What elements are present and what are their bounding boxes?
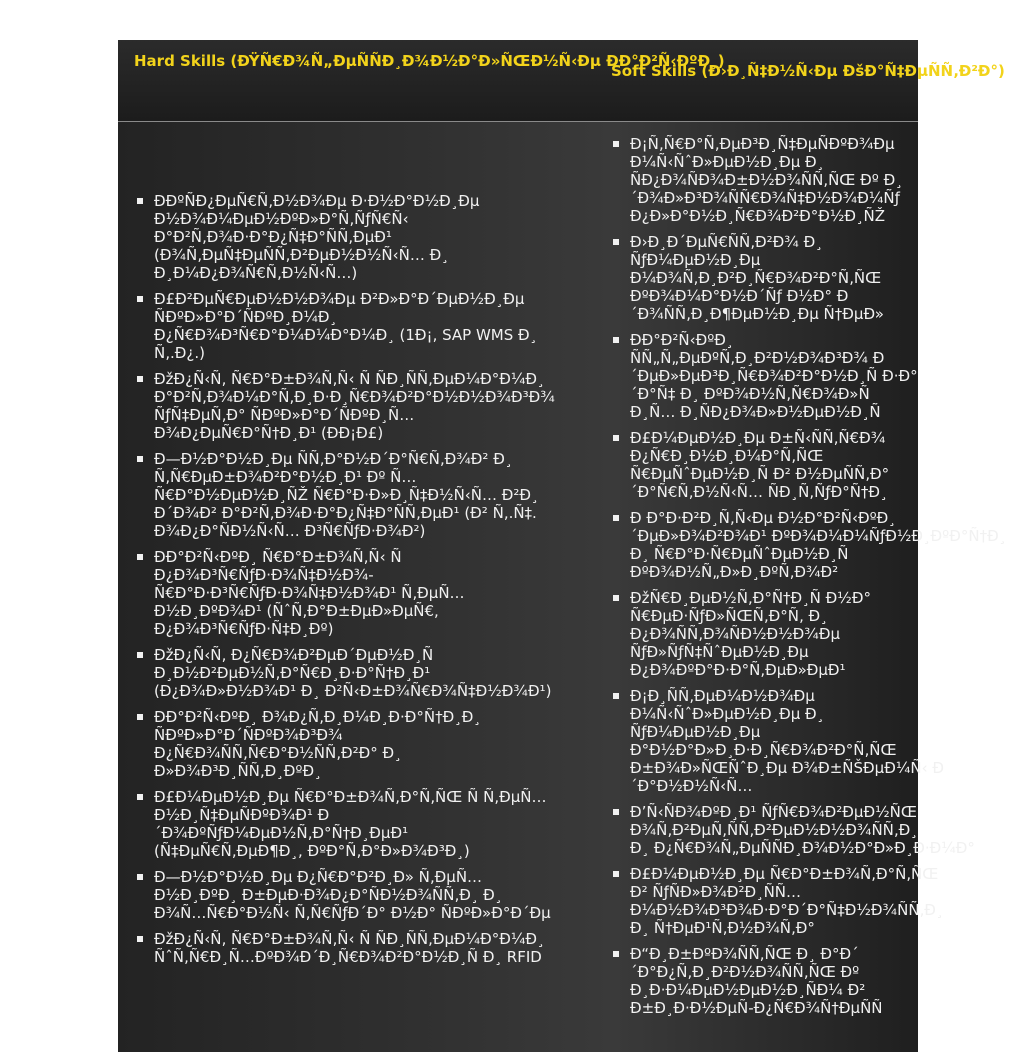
hard-skills-list bbox=[136, 192, 596, 974]
list-item: ÐžÐ¿Ñ‹Ñ‚ Ð¿Ñ€Ð¾Ð²ÐµÐ´ÐµÐ½Ð¸Ñ Ð¸Ð½Ð²ÐµÐ½Ñ‚Ð°Ñ€Ð¸Ð·Ð°Ñ†Ð¸Ð¹ (Ð¿Ð¾Ð»Ð½Ð¾Ð¹ Ð¸ Ð²Ñ‹Ð±Ð¾Ñ€Ð¾Ñ‡Ð½Ð¾Ð¹) bbox=[136, 646, 596, 700]
table-header bbox=[118, 40, 1005, 122]
soft-skills-list bbox=[612, 135, 1007, 1025]
list-item: ÐžÐ¿Ñ‹Ñ‚ Ñ€Ð°Ð±Ð¾Ñ‚Ñ‹ Ñ ÑÐ¸ÑÑ‚ÐµÐ¼Ð°Ð¼Ð¸ Ð°Ð²Ñ‚Ð¾Ð¼Ð°Ñ‚Ð¸Ð·Ð¸Ñ€Ð¾Ð²Ð°Ð½Ð½Ð¾Ð³Ð¾ ÑƒÑ‡ÐµÑ‚Ð° ÑÐºÐ»Ð°Ð´ÑÐºÐ¸Ñ… Ð¾Ð¿ÐµÑ€Ð°Ñ†Ð¸Ð¹ (ÐÐ¡Ð£) bbox=[136, 370, 596, 442]
list-item: ÐÐ°Ð²Ñ‹ÐºÐ¸ Ñ€Ð°Ð±Ð¾Ñ‚Ñ‹ Ñ Ð¿Ð¾Ð³Ñ€ÑƒÐ·Ð¾Ñ‡Ð½Ð¾- Ñ€Ð°Ð·Ð³Ñ€ÑƒÐ·Ð¾Ñ‡Ð½Ð¾Ð¹ Ñ‚ÐµÑ… Ð½Ð¸ÐºÐ¾Ð¹ (ÑˆÑ‚Ð°Ð±ÐµÐ»ÐµÑ€, Ð¿Ð¾Ð³Ñ€ÑƒÐ·Ñ‡Ð¸Ðº) bbox=[136, 548, 596, 638]
list-item: Ð£Ð¼ÐµÐ½Ð¸Ðµ Ð±Ñ‹ÑÑ‚Ñ€Ð¾ Ð¿Ñ€Ð¸Ð½Ð¸Ð¼Ð°Ñ‚ÑŒ Ñ€ÐµÑˆÐµÐ½Ð¸Ñ Ð² Ð½ÐµÑÑ‚Ð° ´Ð°Ñ€Ñ‚Ð½Ñ‹Ñ… ÑÐ¸Ñ‚ÑƒÐ°Ñ†Ð¸ bbox=[612, 429, 942, 501]
list-item: Ð Ð°Ð·Ð²Ð¸Ñ‚Ñ‹Ðµ Ð½Ð°Ð²Ñ‹ÐºÐ¸ ´ÐµÐ»Ð¾Ð²Ð¾Ð¹ ÐºÐ¾Ð¼Ð¼ÑƒÐ½Ð¸ÐºÐ°Ñ†Ð¸ Ð¸ Ñ€Ð°Ð·Ñ€ÐµÑˆÐµÐ½Ð¸Ñ ÐºÐ¾Ð½Ñ„Ð»Ð¸ÐºÑ‚Ð¾Ð² bbox=[612, 509, 942, 581]
list-item: Ð¡Ñ‚Ñ€Ð°Ñ‚ÐµÐ³Ð¸Ñ‡ÐµÑÐºÐ¾Ðµ Ð¼Ñ‹ÑˆÐ»ÐµÐ½Ð¸Ðµ Ð¸ ÑÐ¿Ð¾ÑÐ¾Ð±Ð½Ð¾ÑÑ‚ÑŒ Ðº Ð¸ ´Ð¾Ð»Ð³Ð¾ÑÑ€Ð¾Ñ‡Ð½Ð¾Ð¼Ñƒ Ð¿Ð»Ð°Ð½Ð¸Ñ€Ð¾Ð²Ð°Ð½Ð¸ÑŽ bbox=[612, 135, 942, 225]
list-item: ÐÐ°Ð²Ñ‹ÐºÐ¸ Ð¾Ð¿Ñ‚Ð¸Ð¼Ð¸Ð·Ð°Ñ†Ð¸Ð¸ ÑÐºÐ»Ð°Ð´ÑÐºÐ¾Ð³Ð¾ Ð¿Ñ€Ð¾ÑÑ‚Ñ€Ð°Ð½ÑÑ‚Ð²Ð° Ð¸ Ð»Ð¾Ð³Ð¸ÑÑ‚Ð¸ÐºÐ¸ bbox=[136, 708, 596, 780]
list-item: Ð—Ð½Ð°Ð½Ð¸Ðµ ÑÑ‚Ð°Ð½Ð´Ð°Ñ€Ñ‚Ð¾Ð² Ð¸ Ñ‚Ñ€ÐµÐ±Ð¾Ð²Ð°Ð½Ð¸Ð¹ Ðº Ñ… Ñ€Ð°Ð½ÐµÐ½Ð¸ÑŽ Ñ€Ð°Ð·Ð»Ð¸Ñ‡Ð½Ñ‹Ñ… Ð²Ð¸ Ð´Ð¾Ð² Ð°Ð²Ñ‚Ð¾Ð·Ð°Ð¿Ñ‡Ð°ÑÑ‚ÐµÐ¹ (Ð² Ñ‚.Ñ‡. Ð¾Ð¿Ð°ÑÐ½Ñ‹Ñ… Ð³Ñ€ÑƒÐ·Ð¾Ð²) bbox=[136, 450, 596, 540]
list-item: Ð—Ð½Ð°Ð½Ð¸Ðµ Ð¿Ñ€Ð°Ð²Ð¸Ð» Ñ‚ÐµÑ… Ð½Ð¸ÐºÐ¸ Ð±ÐµÐ·Ð¾Ð¿Ð°ÑÐ½Ð¾ÑÑ‚Ð¸ Ð¸ Ð¾Ñ…Ñ€Ð°Ð½Ñ‹ Ñ‚Ñ€ÑƒÐ´Ð° Ð½Ð° ÑÐºÐ»Ð°Ð´Ðµ bbox=[136, 868, 596, 922]
list-item: Ð“Ð¸Ð±ÐºÐ¾ÑÑ‚ÑŒ Ð¸ Ð°Ð´ ´Ð°Ð¿Ñ‚Ð¸Ð²Ð½Ð¾ÑÑ‚ÑŒ Ðº Ð¸Ð·Ð¼ÐµÐ½ÐµÐ½Ð¸ÑÐ¼ Ð² Ð±Ð¸Ð·Ð½ÐµÑ-Ð¿Ñ€Ð¾Ñ†ÐµÑÑ bbox=[612, 945, 942, 1017]
list-item: Ð¡Ð¸ÑÑ‚ÐµÐ¼Ð½Ð¾Ðµ Ð¼Ñ‹ÑˆÐ»ÐµÐ½Ð¸Ðµ Ð¸ ÑƒÐ¼ÐµÐ½Ð¸Ðµ Ð°Ð½Ð°Ð»Ð¸Ð·Ð¸Ñ€Ð¾Ð²Ð°Ñ‚ÑŒ Ð±Ð¾Ð»ÑŒÑˆÐ¸Ðµ Ð¾Ð±ÑŠÐµÐ¼Ñ‹ Ð ´Ð°Ð½Ð½Ñ‹Ñ… bbox=[612, 687, 942, 795]
hard-skills-heading: Hard Skills (ÐŸÑ€Ð¾Ñ„ÐµÑÑÐ¸Ð¾Ð½Ð°Ð»ÑŒÐ½Ñ‹Ðµ ÐÐ°Ð²Ñ‹ÐºÐ¸) bbox=[134, 52, 725, 70]
list-item: ÐžÑ€Ð¸ÐµÐ½Ñ‚Ð°Ñ†Ð¸Ñ Ð½Ð° Ñ€ÐµÐ·ÑƒÐ»ÑŒÑ‚Ð°Ñ‚ Ð¸ Ð¿Ð¾ÑÑ‚Ð¾ÑÐ½Ð½Ð¾Ðµ ÑƒÐ»ÑƒÑ‡ÑˆÐµÐ½Ð¸Ðµ Ð¿Ð¾ÐºÐ°Ð·Ð°Ñ‚ÐµÐ»ÐµÐ¹ bbox=[612, 589, 942, 679]
list-item: Ð’Ñ‹ÑÐ¾ÐºÐ¸Ð¹ ÑƒÑ€Ð¾Ð²ÐµÐ½ÑŒ Ð¾Ñ‚Ð²ÐµÑ‚ÑÑ‚Ð²ÐµÐ½Ð½Ð¾ÑÑ‚Ð¸ Ð¸ Ð¿Ñ€Ð¾Ñ„ÐµÑÑÐ¸Ð¾Ð½Ð°Ð»Ð¸Ð·Ð¼Ð° bbox=[612, 803, 942, 857]
soft-skills-heading: Soft Skills (Ð›Ð¸Ñ‡Ð½Ñ‹Ðµ ÐšÐ°Ñ‡ÐµÑÑ‚Ð²Ð°) bbox=[611, 62, 1005, 80]
list-item: ÐÐºÑÐ¿ÐµÑ€Ñ‚Ð½Ð¾Ðµ Ð·Ð½Ð°Ð½Ð¸Ðµ Ð½Ð¾Ð¼ÐµÐ½ÐºÐ»Ð°Ñ‚ÑƒÑ€Ñ‹ Ð°Ð²Ñ‚Ð¾Ð·Ð°Ð¿Ñ‡Ð°ÑÑ‚ÐµÐ¹ (Ð¾Ñ‚ÐµÑ‡ÐµÑÑ‚Ð²ÐµÐ½Ð½Ñ‹Ñ… Ð¸ Ð¸Ð¼Ð¿Ð¾Ñ€Ñ‚Ð½Ñ‹Ñ…) bbox=[136, 192, 596, 282]
list-item: ÐžÐ¿Ñ‹Ñ‚ Ñ€Ð°Ð±Ð¾Ñ‚Ñ‹ Ñ ÑÐ¸ÑÑ‚ÐµÐ¼Ð°Ð¼Ð¸ ÑˆÑ‚Ñ€Ð¸Ñ…ÐºÐ¾Ð´Ð¸Ñ€Ð¾Ð²Ð°Ð½Ð¸Ñ Ð¸ RFID bbox=[136, 930, 596, 966]
skills-table bbox=[118, 40, 1007, 1052]
list-item: Ð£Ð²ÐµÑ€ÐµÐ½Ð½Ð¾Ðµ Ð²Ð»Ð°Ð´ÐµÐ½Ð¸Ðµ ÑÐºÐ»Ð°Ð´ÑÐºÐ¸Ð¼Ð¸ Ð¿Ñ€Ð¾Ð³Ñ€Ð°Ð¼Ð¼Ð°Ð¼Ð¸ (1Ð¡, SAP WMS Ð¸ Ñ‚.Ð¿.) bbox=[136, 290, 596, 362]
list-item: ÐÐ°Ð²Ñ‹ÐºÐ¸ ÑÑ„Ñ„ÐµÐºÑ‚Ð¸Ð²Ð½Ð¾Ð³Ð¾ Ð ´ÐµÐ»ÐµÐ³Ð¸Ñ€Ð¾Ð²Ð°Ð½Ð¸Ñ Ð·Ð° ´Ð°Ñ‡ Ð¸ ÐºÐ¾Ð½Ñ‚Ñ€Ð¾Ð»Ñ Ð¸Ñ… Ð¸ÑÐ¿Ð¾Ð»Ð½ÐµÐ½Ð¸Ñ bbox=[612, 331, 942, 421]
list-item: Ð›Ð¸Ð´ÐµÑ€ÑÑ‚Ð²Ð¾ Ð¸ ÑƒÐ¼ÐµÐ½Ð¸Ðµ Ð¼Ð¾Ñ‚Ð¸Ð²Ð¸Ñ€Ð¾Ð²Ð°Ñ‚ÑŒ ÐºÐ¾Ð¼Ð°Ð½Ð´Ñƒ Ð½Ð° Ð ´Ð¾ÑÑ‚Ð¸Ð¶ÐµÐ½Ð¸Ðµ Ñ†ÐµÐ» bbox=[612, 233, 942, 323]
list-item: Ð£Ð¼ÐµÐ½Ð¸Ðµ Ñ€Ð°Ð±Ð¾Ñ‚Ð°Ñ‚ÑŒ Ñ Ñ‚ÐµÑ… Ð½Ð¸Ñ‡ÐµÑÐºÐ¾Ð¹ Ð ´Ð¾ÐºÑƒÐ¼ÐµÐ½Ñ‚Ð°Ñ†Ð¸ÐµÐ¹ (Ñ‡ÐµÑ€Ñ‚ÐµÐ¶Ð¸, ÐºÐ°Ñ‚Ð°Ð»Ð¾Ð³Ð¸) bbox=[136, 788, 596, 860]
list-item: Ð£Ð¼ÐµÐ½Ð¸Ðµ Ñ€Ð°Ð±Ð¾Ñ‚Ð°Ñ‚ÑŒ Ð² ÑƒÑÐ»Ð¾Ð²Ð¸ÑÑ… Ð¼Ð½Ð¾Ð³Ð¾Ð·Ð°Ð´Ð°Ñ‡Ð½Ð¾ÑÑ‚Ð¸ Ð¸ Ñ†ÐµÐ¹Ñ‚Ð½Ð¾Ñ‚Ð° bbox=[612, 865, 942, 937]
